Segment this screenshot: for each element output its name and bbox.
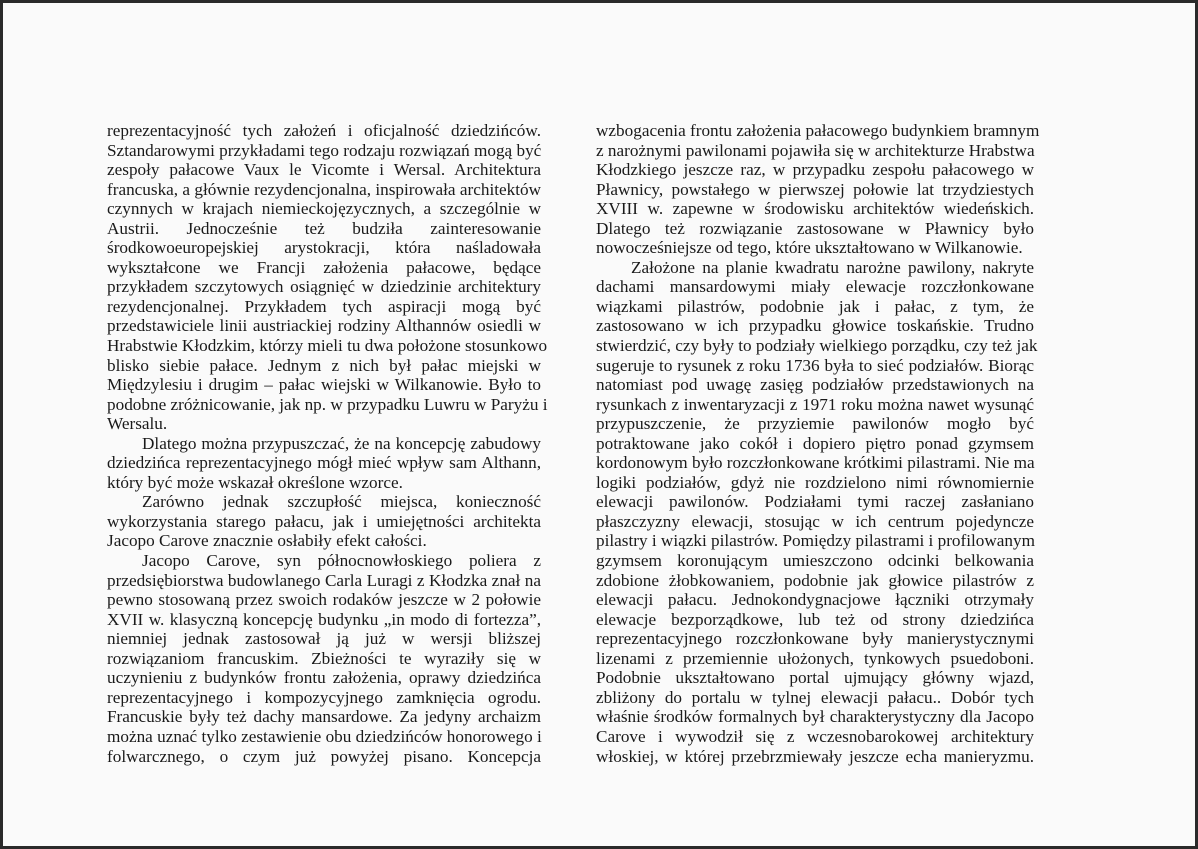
text-line: podobne zróżnicowanie, jak np. w przypadku Luwru w Paryżu i [107, 394, 548, 414]
text-line: z narożnymi pawilonami pojawiła się w architekturze Hrabstwa [596, 140, 1035, 160]
text-line: Sztandarowymi przykładami tego rodzaju rozwiązań mogą być [107, 140, 542, 160]
text-line: Zarówno jednak szczupłość miejsca, konieczność [142, 492, 541, 512]
text-line: folwarcznego, o czym już powyżej pisano. Koncepcja [107, 746, 541, 766]
left-text-column [107, 121, 548, 766]
text-line: wiązkami pilastrów, podobnie jak i pałac, z tym, że [596, 296, 1034, 316]
text-line: Carove i wywodził się z wczesnobarokowej architektury [596, 726, 1034, 746]
text-line: Jacopo Carove, syn północnowłoskiego poliera z [142, 551, 541, 571]
text-line: sugeruje to rysunek z roku 1736 była to sieć podziałów. Biorąc [596, 355, 1034, 375]
text-line: przykładem szczytowych osiągnięć w dziedzinie architektury [107, 277, 541, 297]
text-line: który być może wskazał określone wzorce. [107, 472, 403, 492]
text-line: wzbogacenia frontu założenia pałacowego budynkiem bramnym [596, 121, 1040, 140]
text-line: przedsiębiorstwa budowlanego Carla Luragi z Kłodzka znał na [107, 570, 541, 590]
text-line: Kłodzkiego jeszcze raz, w przypadku zespołu pałacowego w [596, 160, 1034, 180]
text-line: zespoły pałacowe Vaux le Vicomte i Wersal. Architektura [107, 160, 541, 180]
text-line: reprezentacyjnego rozczłonkowane były manierystycznymi [596, 629, 1034, 649]
text-line: przypuszczenie, że przyziemie pawilonów mogło być [596, 414, 1034, 434]
paragraph [107, 121, 548, 434]
text-line: można uznać tylko zestawienie obu dziedzińców honorowego i [107, 726, 542, 746]
text-line: gzymsem koronującym umieszczono odcinki belkowania [596, 551, 1034, 571]
text-line: potraktowane jako cokół i dopiero piętro ponad gzymsem [596, 433, 1034, 453]
text-line: pilastry i wiązki pilastrów. Pomiędzy pilastrami i profilowanym [596, 531, 1035, 551]
text-line: wykorzystania starego pałacu, jak i umiejętności architekta [107, 511, 541, 531]
text-line: właśnie środków formalnych był charakterystyczny dla Jacopo [596, 707, 1034, 727]
text-line: Austrii. Jednocześnie też budziła zainteresowanie [107, 218, 541, 238]
text-line: blisko siebie pałace. Jednym z nich był pałac miejski w [107, 355, 541, 375]
text-line: środkowoeuropejskiej arystokracji, która naśladowała [107, 238, 541, 258]
text-line: Francuskie były też dachy mansardowe. Za jedyny archaizm [107, 707, 541, 727]
text-line: Hrabstwie Kłodzkim, którzy mieli tu dwa położone stosunkowo [107, 336, 548, 356]
text-line: przedstawiciele linii austriackiej rodziny Althannów osiedli w [107, 316, 541, 336]
text-line: czynnych w krajach niemieckojęzycznych, a szczególnie w [107, 199, 541, 219]
text-line: Założone na planie kwadratu narożne pawilony, nakryte [631, 257, 1034, 277]
right-text-column [596, 121, 1040, 766]
paragraph [596, 257, 1038, 766]
text-line: Wersalu. [107, 414, 168, 434]
text-line: elewacji pawilonów. Podziałami tymi raczej zasłaniano [596, 492, 1034, 512]
text-line: nowocześniejsze od tego, które ukształtowano w Wilkanowie. [596, 238, 1023, 258]
paragraph [107, 551, 541, 766]
text-line: reprezentacyjność tych założeń i oficjalność dziedzińców. [107, 121, 541, 140]
text-line: Dlatego też rozwiązanie zastosowane w Pławnicy było [596, 218, 1034, 238]
text-line: Pławnicy, powstałego w pierwszej połowie lat trzydziestych [596, 179, 1034, 199]
scanned-page [3, 3, 1195, 846]
text-line: zbliżony do portalu w tylnej elewacji pałacu.. Dobór tych [596, 687, 1034, 707]
paragraph [107, 434, 541, 493]
text-line: pewno stosowaną przez swoich rodaków jeszcze w 2 połowie [107, 590, 541, 610]
text-line: zdobione żłobkowaniem, podobnie jak głowice pilastrów z [596, 570, 1034, 590]
text-line: Dlatego można przypuszczać, że na koncepcję zabudowy [142, 433, 541, 453]
text-line: rozwiązaniom francuskim. Zbieżności te wyraziły się w [107, 648, 541, 668]
text-line: reprezentacyjnego i kompozycyjnego zamknięcia ogrodu. [107, 687, 541, 707]
text-line: niemniej jednak zastosował ją już w wersji bliższej [107, 629, 541, 649]
text-line: elewacji pałacu. Jednokondygnacjowe łączniki otrzymały [596, 590, 1034, 610]
text-line: XVIII w. zapewne w środowisku architektów wiedeńskich. [596, 199, 1034, 219]
text-line: Międzylesiu i drugim – pałac wiejski w Wilkanowie. Było to [107, 375, 541, 395]
paragraph [107, 492, 541, 551]
text-line: dachami mansardowymi miały elewacje rozczłonkowane [596, 277, 1034, 297]
text-line: lizenami z przemiennie ułożonych, tynkowych psuedoboni. [596, 648, 1034, 668]
paragraph [596, 121, 1040, 258]
text-line: Podobnie ukształtowano portal ujmujący główny wjazd, [596, 668, 1034, 688]
text-line: dziedzińca reprezentacyjnego mógł mieć wpływ sam Althann, [107, 453, 541, 473]
text-line: zastosowano w ich przypadku głowice toskańskie. Trudno [596, 316, 1034, 336]
text-line: uczynieniu z budynków frontu założenia, oprawy dziedzińca [107, 668, 541, 688]
text-line: logiki podziałów, gdyż nie rozdzielono nimi równomiernie [596, 472, 1034, 492]
text-line: elewacje bezporządkowe, lub też od strony dziedzińca [596, 609, 1034, 629]
text-line: francuska, a głównie rezydencjonalna, inspirowała architektów [107, 179, 541, 199]
text-line: Jacopo Carove znacznie osłabiły efekt całości. [107, 531, 427, 551]
text-line: płaszczyzny elewacji, stosując w ich centrum pojedyncze [596, 511, 1034, 531]
text-line: natomiast pod uwagę zasięg podziałów przedstawionych na [596, 375, 1034, 395]
text-line: włoskiej, w której przebrzmiewały jeszcze echa manieryzmu. [596, 746, 1034, 766]
text-line: kordonowym było rozczłonkowane krótkimi pilastrami. Nie ma [596, 453, 1035, 473]
text-line: XVII w. klasyczną koncepcję budynku „in modo di fortezza”, [107, 609, 541, 629]
text-line: wykształcone we Francji założenia pałacowe, będące [107, 257, 541, 277]
text-line: rysunkach z inwentaryzacji z 1971 roku można nawet wysunąć [596, 394, 1034, 414]
text-line: rezydencjonalnej. Przykładem tych aspiracji mogą być [107, 296, 541, 316]
text-line: stwierdzić, czy były to podziały wielkiego porządku, czy też jak [596, 336, 1038, 356]
